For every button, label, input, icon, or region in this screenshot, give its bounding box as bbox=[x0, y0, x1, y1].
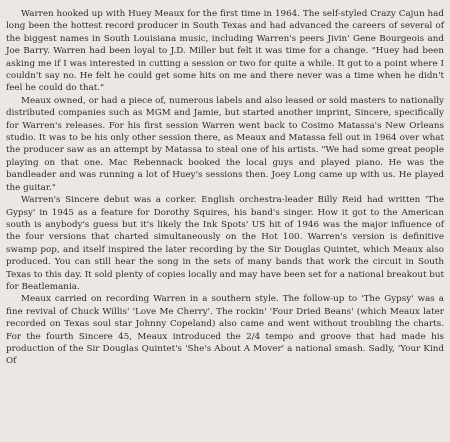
paragraph-the-gypsy: Warren's Sincere debut was a corker. English orchestra-leader Billy Reid had written 'The Gypsy' in 1945 as a feature for Dorothy Squires, his band's singer. How it got to the American south is anybody's guess but it's likely the Ink Spots' US hit of 1946 was the major influence of the four versions that charted simultaneously on the Hot 100. Warren's version is definitive swamp pop, and itself inspired the later recording by the Sir Douglas Quintet, which Meaux also produced. You can still hear the song in the sets of many bands that work the circuit in South Texas to this day. It sold plenty of copies locally and may have been set for a national breakout but for Beatlemania. bbox=[6, 195, 445, 292]
paragraph-sincere-label: Meaux owned, or had a piece of, numerous labels and also leased or sold masters to nationally distributed companies such as MGM and Jamie, but started another imprint, Sincere, specifically for Warren's releases. For his first session Warren went back to Cosimo Matassa's New Orleans studio. It was to be his only other session there, as Meaux and Matassa fell out in 1964 over what the producer saw as an attempt by Matassa to steal one of his artists. "We had some great people playing on that one. Mac Rebennack booked the local guys and played piano. He was the bandleader and was running a lot of Huey's sessions then. Joey Long came up with us. He played the guitar." bbox=[6, 95, 444, 193]
paragraph-huey-meaux-intro: Warren hooked up with Huey Meaux for the first time in 1964. The self-styled Crazy Cajun had long been the hottest record producer in South Texas and had advanced the careers of several of the biggest names in South Louisiana music, including Warren's peers Jivin' Gene Bourgeois and Joe Barry. Warren had been loyal to J.D. Miller but felt it was time for a change. "Huey had been asking me if I was interested in cutting a session or two for quite a while. It got to a point where I couldn't say no. He felt he could get some hits on me and there never was a time when he didn't feel he could do that." bbox=[6, 9, 444, 94]
article-text bbox=[6, 8, 444, 368]
paragraph-southern-style: Meaux carried on recording Warren in a southern style. The follow-up to 'The Gypsy' was a fine revival of Chuck Willis' 'Love Me Cherry'. The rockin' 'Four Dried Beans' (which Meaux later recorded on Texas soul star Johnny Copeland) also came and went without troubling the charts. For the fourth Sincere 45, Meaux introduced the 2/4 tempo and groove that had made his production of the Sir Douglas Quintet's 'She's About A Mover' a national smash. Sadly, 'Your Kind Of bbox=[6, 294, 444, 367]
